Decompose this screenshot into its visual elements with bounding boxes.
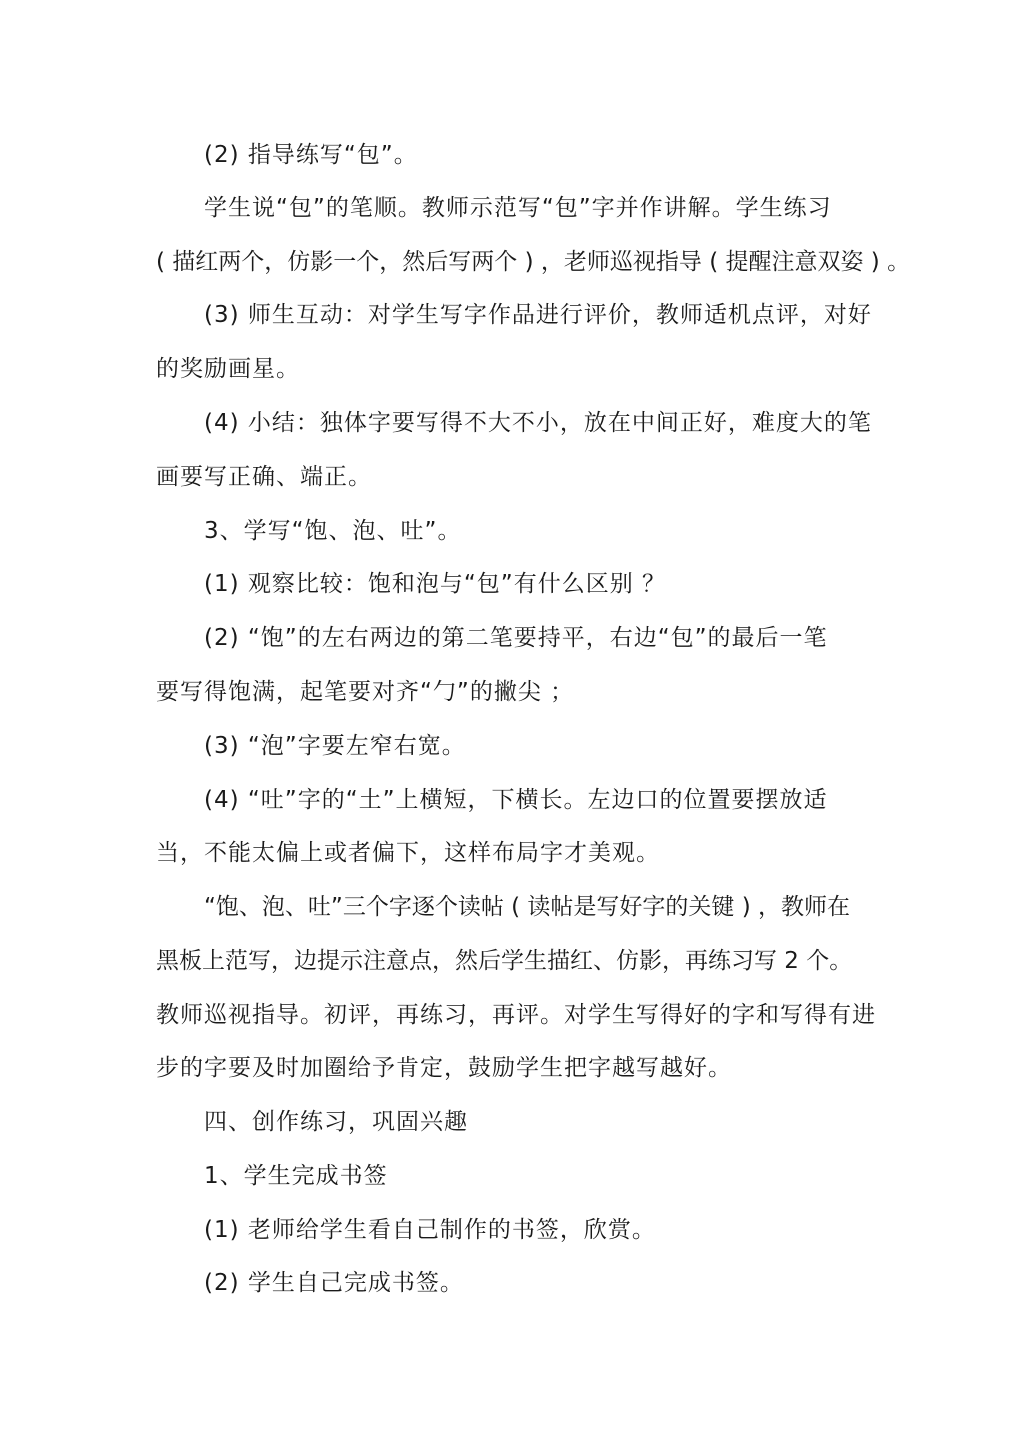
text-line: (3) “泡”字要左窄右宽。 <box>204 733 466 759</box>
text-line: 1、学生完成书签 <box>204 1163 388 1189</box>
text-line: (1) 观察比较：饱和泡与“包”有什么区别 ？ <box>204 571 667 597</box>
text-line: 当，不能太偏上或者偏下，这样布局字才美观。 <box>156 840 660 866</box>
text-line: (4) 小结：独体字要写得不大不小，放在中间正好，难度大的笔 <box>204 410 872 436</box>
text-line: 要写得饱满，起笔要对齐“勹”的撇尖 ； <box>156 679 575 705</box>
text-line: 的奖励画星。 <box>156 356 300 382</box>
text-line: (2) 学生自己完成书签。 <box>204 1270 464 1296</box>
text-line: 教师巡视指导。初评，再练习，再评。对学生写得好的字和写得有进 <box>156 1002 876 1028</box>
text-line: (2) “饱”的左右两边的第二笔要持平，右边“包”的最后一笔 <box>204 625 828 651</box>
text-line: “饱、泡、吐”三个字逐个读帖 ( 读帖是写好字的关键 ) ，教师在 <box>204 894 851 920</box>
text-line: 3、学写“饱、泡、吐”。 <box>204 518 462 544</box>
text-line: 黑板上范写，边提示注意点，然后学生描红、仿影，再练习写 2 个。 <box>156 948 853 974</box>
text-line: ( 描红两个，仿影一个，然后写两个 ) ，老师巡视指导 ( 提醒注意双姿 ) 。 <box>156 249 911 275</box>
text-line: 四、创作练习，巩固兴趣 <box>204 1109 468 1135</box>
text-line: 画要写正确、端正。 <box>156 464 372 490</box>
text-line: (4) “吐”字的“土”上横短，下横长。左边口的位置要摆放适 <box>204 787 828 813</box>
text-line: 学生说“包”的笔顺。教师示范写“包”字并作讲解。学生练习 <box>204 195 832 221</box>
text-line: (2) 指导练写“包”。 <box>204 142 418 168</box>
text-line: (3) 师生互动：对学生写字作品进行评价，教师适机点评，对好 <box>204 302 872 328</box>
text-line: (1) 老师给学生看自己制作的书签，欣赏。 <box>204 1217 656 1243</box>
text-line: 步的字要及时加圈给予肯定，鼓励学生把字越写越好。 <box>156 1055 732 1081</box>
